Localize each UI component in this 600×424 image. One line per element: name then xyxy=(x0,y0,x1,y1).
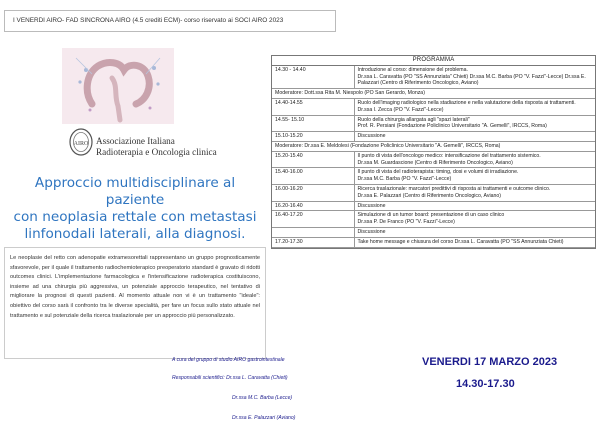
program-time: 16.20-16.40 xyxy=(272,201,354,211)
airo-logo-icon xyxy=(68,127,94,157)
program-time xyxy=(272,227,354,237)
program-content xyxy=(354,237,595,247)
program-time: 16.40-17.20 xyxy=(272,211,354,228)
colon-illustration xyxy=(62,48,174,124)
program-content xyxy=(354,168,595,185)
association-line-1: Associazione Italiana xyxy=(96,136,175,146)
program-speakers: Prof. R. Persiani (Fondazione Policlinico Universitario "A. Gemelli", IRCCS, Roma) xyxy=(357,123,547,130)
program-session-title: Discussione xyxy=(357,202,386,209)
program-session-title: Ricerca traslazionale: marcatori predittivi di risposta ai trattamenti e outcome clinico. xyxy=(357,185,551,192)
program-session-title: Simulazione di un tumor board: presentazione di un caso clinico xyxy=(357,212,505,219)
program-speakers: Dr.ssa M.C. Barba (PO "V. Fazzi"-Lecce) xyxy=(357,176,452,183)
airo-logo xyxy=(68,127,94,157)
course-title-line-1: Approccio multidisciplinare al paziente xyxy=(34,175,236,208)
program-row xyxy=(272,89,595,99)
abstract-text: Le neoplasie del retto con adenopatie extramesorettali rappresentano un gruppo prognosticamente sfavorevole, per il quale il trattamento radiochemioterapico preoperatorio standard è gravato di ridotti outcomes clinici. L'implementazione farmacologica e l'intensificazione radioterapica costituiscono, insieme ad una chirurgia più aggressiva, un potenziale approccio terapeutico, nel tentativo di migliorare la prognosi di questi pazienti. Al momento attuale non vi è un trattamento "ideale": obiettivo del corso sarà il confronto tra le diverse specialità, per fare un focus sullo stato attuale nel trattamento e sul potenziale della ricerca traslazionale per un approccio più personalizzato. xyxy=(10,255,260,319)
course-title xyxy=(4,175,266,243)
program-time: 15.20-15.40 xyxy=(272,151,354,168)
program-row xyxy=(272,115,595,132)
logo-text: AIRO xyxy=(73,141,89,147)
program-content xyxy=(354,132,595,142)
program-time: 15.10-15.20 xyxy=(272,132,354,142)
program-row xyxy=(272,98,595,115)
program-session-title: Il punto di vista dell'oncologo medico: intensificazione del trattamento sistemico. xyxy=(357,152,541,159)
program-row xyxy=(272,201,595,211)
program-time: 14.40-14.55 xyxy=(272,98,354,115)
program-content xyxy=(354,201,595,211)
course-abstract xyxy=(4,247,266,359)
association-name xyxy=(96,136,217,158)
program-table xyxy=(271,55,596,249)
event-date: VENERDI 17 MARZO 2023 xyxy=(422,356,558,368)
program-content xyxy=(354,211,595,228)
credits-study-group: A cura del gruppo di studio AIRO gastrointestinale xyxy=(172,357,285,363)
program-speakers: Dr.ssa M. Guardascione (Centro di Riferimento Oncologico, Aviano) xyxy=(357,159,513,166)
program-speakers: Dr.ssa P. De Franco (PO "V. Fazzi"-Lecce) xyxy=(357,219,455,226)
association-line-2: Radioterapia e Oncologia clinica xyxy=(96,147,217,157)
program-time: 17.20-17.30 xyxy=(272,237,354,247)
program-content xyxy=(354,227,595,237)
program-time: 14.55- 15.10 xyxy=(272,115,354,132)
program-time: 14.30 - 14.40 xyxy=(272,66,354,89)
program-row xyxy=(272,168,595,185)
program-row xyxy=(272,184,595,201)
program-content xyxy=(354,151,595,168)
event-time: 14.30-17.30 xyxy=(456,378,515,390)
program-speakers: Dr.ssa L. Caravatta (PO "SS Annunziata" Chieti) Dr.ssa M.C. Barba (PO "V. Fazzi"-Lecce) Dr.ssa E. Palazzari (Centro di Riferimento Oncologico, Aviano) xyxy=(357,73,586,87)
program-session-title: Il punto di vista del radioterapista: timing, dosi e volumi di irradiazione. xyxy=(357,169,519,176)
program-rows xyxy=(272,66,595,248)
program-row xyxy=(272,132,595,142)
program-session-title: Ruolo della chirurgia allargata agli "spazi laterali" xyxy=(357,116,470,123)
program-content xyxy=(354,184,595,201)
program-session-title: Discussione xyxy=(357,228,386,235)
credits-responsible-2: Dr.ssa M.C. Barba (Lecce) xyxy=(232,395,293,401)
program-speakers: Dr.ssa E. Palazzari (Centro di Riferimento Oncologico, Aviano) xyxy=(357,192,501,199)
header-banner xyxy=(4,10,336,32)
course-title-line-3: linfonodali laterali, alla diagnosi. xyxy=(24,226,246,242)
course-title-line-2: con neoplasia rettale con metastasi xyxy=(13,209,257,225)
colon-anatomy-image xyxy=(62,48,174,124)
program-content xyxy=(354,66,595,89)
program-time: 16.00-16.20 xyxy=(272,184,354,201)
program-row xyxy=(272,66,595,89)
program-time: 15.40-16.00 xyxy=(272,168,354,185)
moderator-cell: Moderatore: Dr.ssa E. Meldolesi (Fondazione Policlinico Universitario "A. Gemelli", IRCCS, Roma) xyxy=(272,141,595,151)
program-row xyxy=(272,211,595,228)
header-text: I VENERDI AIRO- FAD SINCRONA AIRO (4.5 crediti ECM)- corso riservato ai SOCI AIRO 2023 xyxy=(13,17,284,24)
program-row xyxy=(272,237,595,247)
program-speakers: Dr.ssa I. Zecca (PO "V. Fazzi"-Lecce) xyxy=(357,106,444,113)
program-session-title: Take home message e chiusura del corso Dr.ssa L. Caravatta (PO "SS Annunziata Chieti) xyxy=(357,238,564,245)
program-content xyxy=(354,98,595,115)
program-row xyxy=(272,141,595,151)
program-session-title: Discussione xyxy=(357,133,386,140)
program-row xyxy=(272,151,595,168)
program-session-title: Introduzione al corso: dimensione del problema. xyxy=(357,66,468,73)
credits-responsible-3: Dr.ssa E. Palazzari (Aviano) xyxy=(232,415,296,421)
credits-responsible-1: Responsabili scientifici: Dr.ssa L. Caravatta (Chieti) xyxy=(172,375,288,381)
program-session-title: Ruolo dell'imaging radiologico nella stadiazione e nella valutazione della risposta ai trattamenti. xyxy=(357,99,576,106)
program-content xyxy=(354,115,595,132)
program-title: PROGRAMMA xyxy=(272,56,595,66)
program-row xyxy=(272,227,595,237)
moderator-cell: Moderatore: Dott.ssa Rita M. Niespolo (PO San Gerardo, Monza) xyxy=(272,89,595,99)
